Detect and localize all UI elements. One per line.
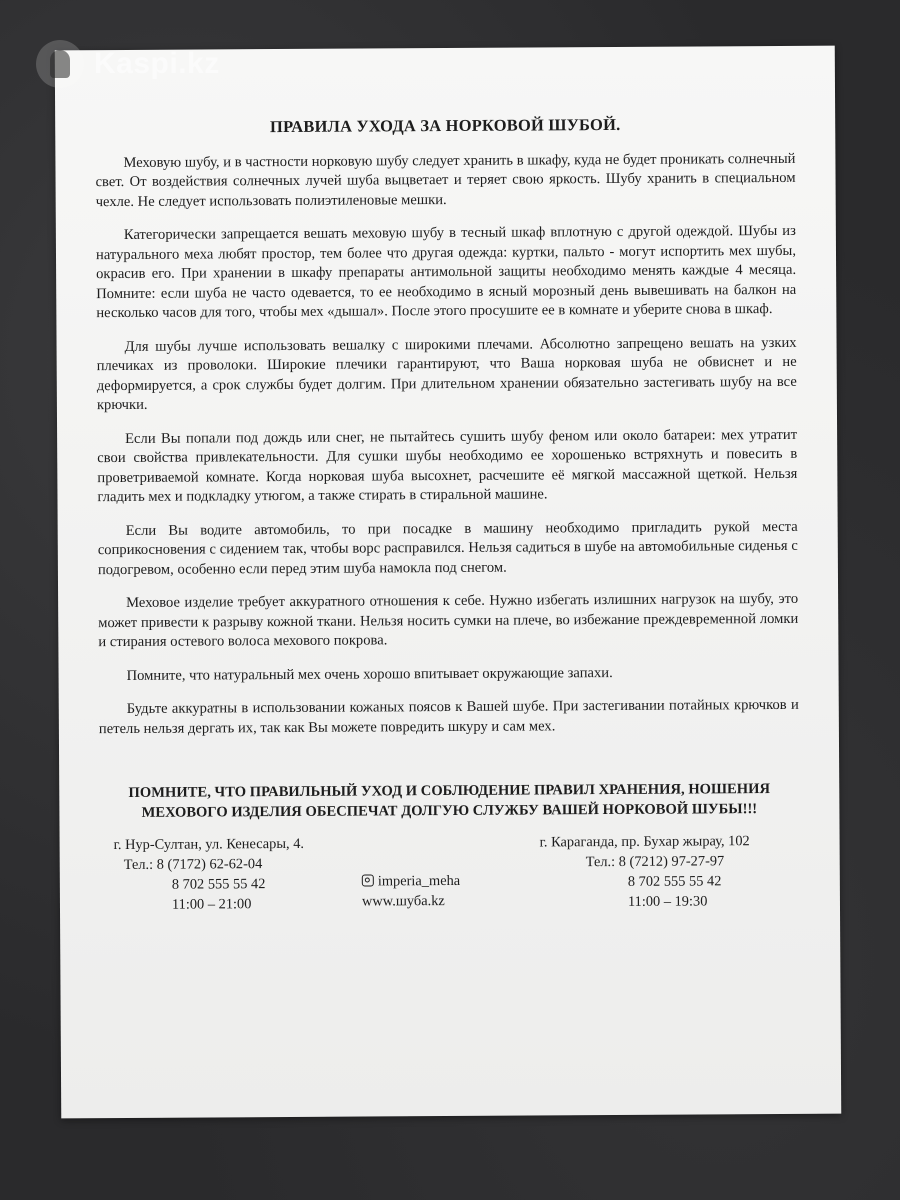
contacts-karaganda: [540, 831, 751, 912]
contacts-block: [100, 831, 801, 925]
paragraph-storage: Меховую шубу, и в частности норковую шубу следует хранить в шкафу, куда не будет проникать солнечный свет. От воздействия солнечных лучей шуба выцветает и теряет свою яркость. Шубу хранить в специальном чехле. Не следует использовать полиэтиленовые мешки.: [95, 150, 796, 210]
paragraph-handling: Меховое изделие требует аккуратного отношения к себе. Нужно избегать излишних нагрузок на шубу, это может привести к разрыву кожной ткани. Нельзя носить сумки на плече, во избежание преждевременной ломки и стирания остевого волоса мехового покрова.: [98, 590, 799, 651]
contacts-online: [362, 871, 461, 912]
kaspi-watermark: [36, 40, 220, 88]
document-content: [95, 114, 800, 925]
hours-karaganda: 11:00 – 19:30: [627, 893, 708, 910]
kaspi-logo-icon: [36, 40, 84, 88]
paragraph-car: Если Вы водите автомобиль, то при посадке в машину необходимо пригладить рукой места соприкосновения с сидением так, чтобы ворс расправился. Нельзя садиться в шубе на автомобильные сиденья с подогревом, особенно если перед этим шуба намокла под снегом.: [97, 518, 798, 578]
website-url: www.шуба.kz: [361, 893, 445, 910]
phone-nur-sultan: Тел.: 8 (7172) 62-62-04: [123, 856, 263, 873]
instagram-line: [362, 871, 460, 892]
closing-statement: ПОМНИТЕ, ЧТО ПРАВИЛЬНЫЙ УХОД И СОБЛЮДЕНИЕ ПРАВИЛ ХРАНЕНИЯ, НОШЕНИЯ МЕХОВОГО ИЗДЕЛИЯ ОБЕСПЕЧАТ ДОЛГУЮ СЛУЖБУ ВАШЕЙ НОРКОВОЙ ШУБЫ!!!: [128, 781, 771, 821]
address-karaganda: г. Караганда, пр. Бухар жырау, 102: [539, 833, 750, 851]
instagram-icon: [362, 874, 374, 886]
mobile-nur-sultan: 8 702 555 55 42: [171, 876, 266, 893]
paragraph-wardrobe: Категорически запрещается вешать меховую шубу в тесный шкаф вплотную с другой одеждой. Шубы из натурального меха любят простор, тем более что другая одежда: куртки, пальто - могут испортить мех шубы, окрасив его. При хранении в шкафу препараты антимольной защиты необходимо менять каждые 4 месяца. Помните: если шуба не часто одевается, то ее необходимо в ясный морозный день вывешивать на балкон на несколько часов для того, чтобы мех «дышал». После этого просушите ее в комнате и уберите снова в шкаф.: [95, 222, 797, 322]
paragraph-hanger: Для шубы лучше использовать вешалку с широкими плечами. Абсолютно запрещено вешать на узких плечиках из проволоки. Широкие плечики гарантируют, что Ваша норковая шуба не обвиснет и не деформируется, а срок службы будет долгим. При длительном хранении обязательно застегивать шубу на все крючки.: [96, 334, 797, 414]
paragraph-belts: Будьте аккуратны в использовании кожаных поясов к Вашей шубе. При застегивании потайных крючков и петель нельзя дергать их, так как Вы можете повредить шкуру и сам мех.: [98, 696, 799, 737]
address-nur-sultan: г. Нур-Султан, ул. Кенесары, 4.: [113, 835, 305, 854]
paragraph-odors: Помните, что натуральный мех очень хорошо впитывает окружающие запахи.: [126, 664, 613, 684]
contacts-nur-sultan: [114, 834, 305, 915]
phone-karaganda: Тел.: 8 (7212) 97-27-97: [585, 853, 725, 871]
document-title: ПРАВИЛА УХОДА ЗА НОРКОВОЙ ШУБОЙ.: [269, 114, 621, 137]
instagram-handle: imperia_meha: [377, 872, 461, 890]
hours-nur-sultan: 11:00 – 21:00: [171, 896, 252, 913]
mobile-karaganda: 8 702 555 55 42: [627, 873, 722, 890]
paper-sheet: [55, 46, 842, 1119]
paragraph-rain: Если Вы попали под дождь или снег, не пытайтесь сушить шубу феном или около батареи: мех утратит свои свойства привлекательности. Для сушки шубы необходимо ее хорошенько встряхнуть и повесить в проветриваемой комнате. Когда норковая шуба высохнет, расчешите её мягкой массажной щеткой. Нельзя гладить мех и подкладку утюгом, а также стирать в стиральной машине.: [97, 426, 798, 506]
watermark-text: Kaspi.kz: [94, 47, 220, 80]
